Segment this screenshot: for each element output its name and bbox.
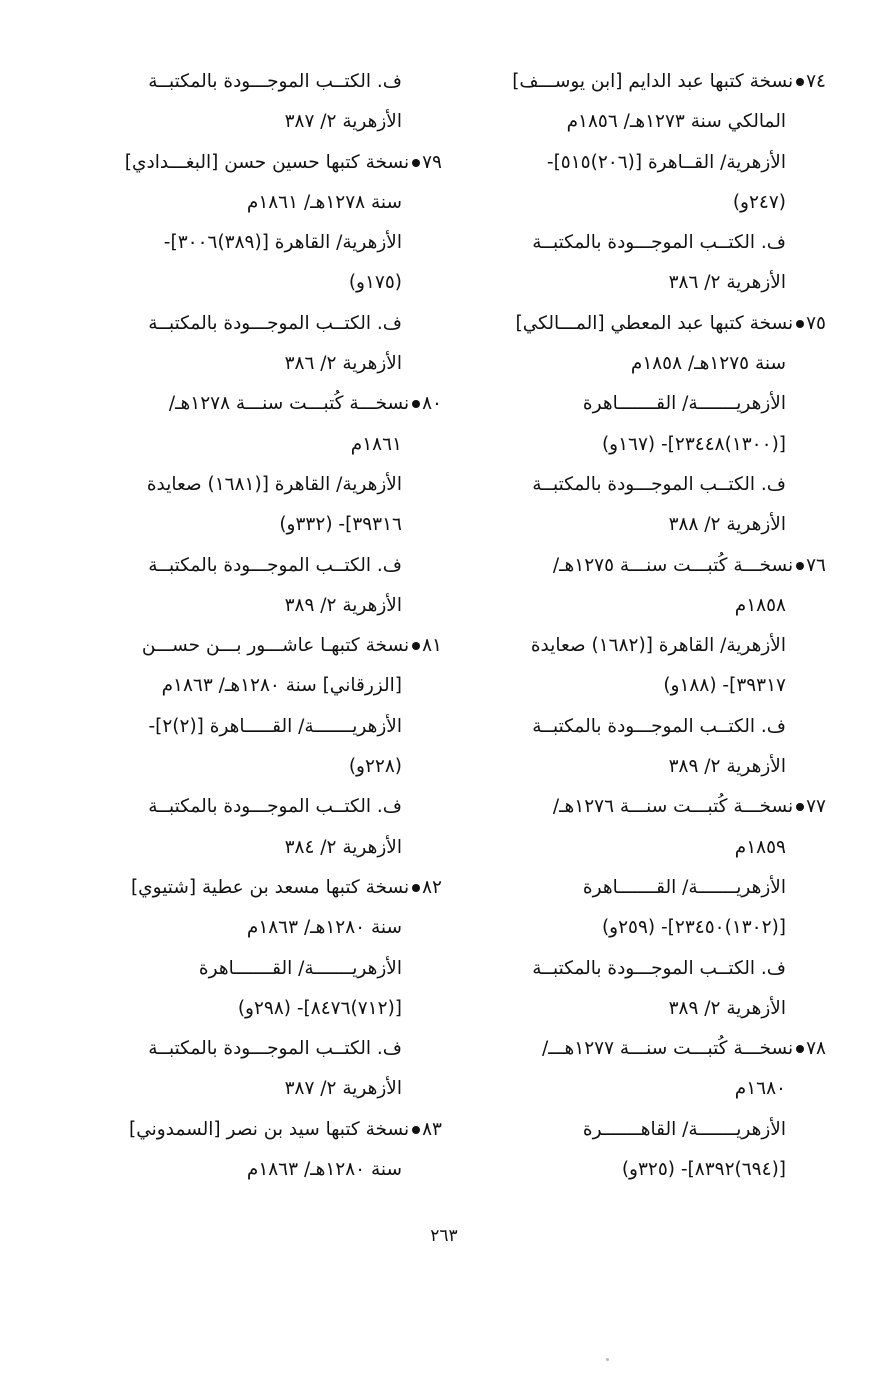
entry-line: سنة ١٢٨٠هـ/ ١٨٦٣م: [246, 1159, 402, 1181]
entry-text: نسخة كتبها مسعد بن عطية [شتيوي]: [130, 876, 410, 898]
entry-line: ١٨٥٨م: [734, 594, 786, 616]
entry-line: ف. الكتــب الموجـــودة بالمكتبــة: [148, 554, 402, 576]
page-number: ٢٦٣: [430, 1226, 458, 1246]
entry-number: ٧٥: [806, 312, 826, 334]
entry-number: ٨٢: [422, 876, 442, 898]
entry-number: ٧٨: [806, 1038, 826, 1060]
entry-line: [(٦٩٤)٨٣٩٢]- (٣٢٥و): [621, 1159, 786, 1181]
entry-first-line: [90, 868, 442, 908]
bullet-icon: [796, 562, 804, 570]
entry-text: نسخـــة كُتبـــت سنـــة ١٢٧٨هـ/: [168, 393, 410, 415]
entry-line: الأزهرية ٢/ ٣٨٩: [668, 997, 786, 1019]
bullet-icon: [412, 1126, 420, 1134]
entry-line: ١٨٥٩م: [734, 836, 786, 858]
entry-line: ف. الكتــب الموجـــودة بالمكتبــة: [532, 957, 786, 979]
entry-line: ف. الكتــب الموجـــودة بالمكتبــة: [148, 796, 402, 818]
entry-first-line: [90, 626, 442, 666]
entry-line: الأزهريـــــــة/ القـــــاهرة [(٢)٢]-: [148, 715, 402, 737]
entry-number: ٧٤: [806, 71, 826, 92]
bullet-icon: [796, 320, 804, 328]
bullet-icon: [412, 642, 420, 650]
entry-line: الأزهرية/ القاهرة [(١٦٨١) صعايدة: [146, 473, 402, 495]
scan-speck: [606, 1358, 609, 1361]
entry-line: الأزهرية ٢/ ٣٨٦: [284, 353, 402, 375]
entry-line: ١٨٦١م: [350, 433, 402, 455]
bullet-icon: [796, 78, 804, 86]
entry-line: الأزهرية ٢/ ٣٨٩: [284, 594, 402, 616]
entry-line: (١٧٥و): [348, 272, 402, 294]
entry-text: نسخـــة كُتبـــت سنـــة ١٢٧٧هـــ/: [542, 1038, 794, 1060]
entry-text: نسخة كتبها عبد الدايم [ابن يوســـف]: [512, 71, 794, 92]
entry-number: ٧٩: [422, 151, 442, 173]
bullet-icon: [796, 1045, 804, 1053]
entry-number: ٧٦: [806, 554, 826, 576]
entry-number: ٧٧: [806, 796, 826, 818]
entry-line: سنة ١٢٧٨هـ/ ١٨٦١م: [246, 191, 402, 213]
entry-line: ف. الكتــب الموجـــودة بالمكتبــة: [532, 232, 786, 254]
bullet-icon: [412, 884, 420, 892]
entry-line: الأزهريـــــــة/ القاهـــــــرة: [582, 1118, 786, 1140]
bullet-icon: [412, 159, 420, 167]
entry-line: [(١٣٠٢)٢٣٤٥٠]- (٢٥٩و): [601, 917, 786, 939]
entry-line: الأزهريـــــــة/ القـــــــاهرة: [198, 957, 402, 979]
entry-line: ١٦٨٠م: [734, 1078, 786, 1100]
entry-line: (٢٢٨و): [348, 756, 402, 778]
entry-text: نسخة كتبهـا عاشـــور بـــن حســـن: [141, 635, 410, 657]
bullet-icon: [412, 400, 420, 408]
entry-first-line: [466, 1029, 826, 1069]
entry-first-line: [466, 62, 826, 102]
bullet-icon: [796, 803, 804, 811]
entry-line: ف. الكتــب الموجـــودة بالمكتبــة: [148, 1038, 402, 1060]
entry-text: نسخة كتبها سيد بن نصر [السمدوني]: [129, 1118, 410, 1140]
entry-first-line: [466, 546, 826, 586]
right-column: [466, 62, 826, 1190]
entry-line: الأزهرية ٢/ ٣٨٦: [668, 272, 786, 294]
entry-line: سنة ١٢٨٠هـ/ ١٨٦٣م: [246, 917, 402, 939]
entry-line: [(١٣٠٠)٢٣٤٤٨]- (١٦٧و): [601, 433, 786, 455]
entry-line: الأزهرية ٢/ ٣٨٤: [284, 836, 402, 858]
entry-line: ف. الكتــب الموجـــودة بالمكتبــة: [532, 715, 786, 737]
entry-line: ٣٩٣١٧]- (١٨٨و): [663, 675, 786, 697]
entry-text: نسخة كتبها عبد المعطي [المـــالكي]: [515, 312, 794, 334]
entry-line: ف. الكتــب الموجـــودة بالمكتبــة: [532, 473, 786, 495]
entry-first-line: [90, 1110, 442, 1150]
entry-first-line: [466, 304, 826, 344]
entry-text: نسخـــة كُتبـــت سنـــة ١٢٧٦هـ/: [552, 796, 794, 818]
entry-line: المالكي سنة ١٢٧٣هـ/ ١٨٥٦م: [566, 111, 786, 133]
left-column: [90, 62, 442, 1190]
entry-line: (٢٤٧و): [732, 191, 786, 213]
entry-line: الأزهرية/ القاهرة [(١٦٨٢) صعايدة: [530, 635, 786, 657]
entry-first-line: [466, 787, 826, 827]
entry-line: [الزرقاني] سنة ١٢٨٠هـ/ ١٨٦٣م: [161, 675, 402, 697]
entry-line: الأزهرية ٢/ ٣٨٩: [668, 756, 786, 778]
entry-line: ف. الكتــب الموجـــودة بالمكتبــة: [148, 312, 402, 334]
entry-first-line: [90, 384, 442, 424]
entry-line: الأزهرية ٢/ ٣٨٧: [284, 1078, 402, 1100]
entry-number: ٨٠: [422, 393, 442, 415]
entry-line: ٣٩٣١٦]- (٣٣٢و): [279, 514, 402, 536]
entry-line: الأزهرية ٢/ ٣٨٧: [284, 111, 402, 133]
entry-line: الأزهرية/ القــاهرة [(٢٠٦)٥١٥]-: [546, 151, 786, 173]
entry-text: نسخـــة كُتبـــت سنـــة ١٢٧٥هـ/: [552, 554, 794, 576]
entry-number: ٨١: [422, 635, 442, 657]
entry-line: الأزهرية/ القاهرة [(٣٨٩)٣٠٠٦]-: [163, 232, 402, 254]
entry-line: الأزهرية ٢/ ٣٨٨: [668, 514, 786, 536]
entry-number: ٨٣: [422, 1118, 442, 1140]
entry-line: سنة ١٢٧٥هـ/ ١٨٥٨م: [630, 353, 786, 375]
entry-first-line: [90, 143, 442, 183]
entry-text: نسخة كتبها حسين حسن [البغـــدادي]: [124, 151, 410, 173]
entry-line: الأزهريـــــــة/ القـــــــاهرة: [582, 876, 786, 898]
entry-line: [(٧١٢)٨٤٧٦]- (٢٩٨و): [237, 997, 402, 1019]
entry-line: الأزهريـــــــة/ القـــــــاهرة: [582, 393, 786, 415]
entry-line: ف. الكتــب الموجـــودة بالمكتبــة: [148, 71, 402, 92]
